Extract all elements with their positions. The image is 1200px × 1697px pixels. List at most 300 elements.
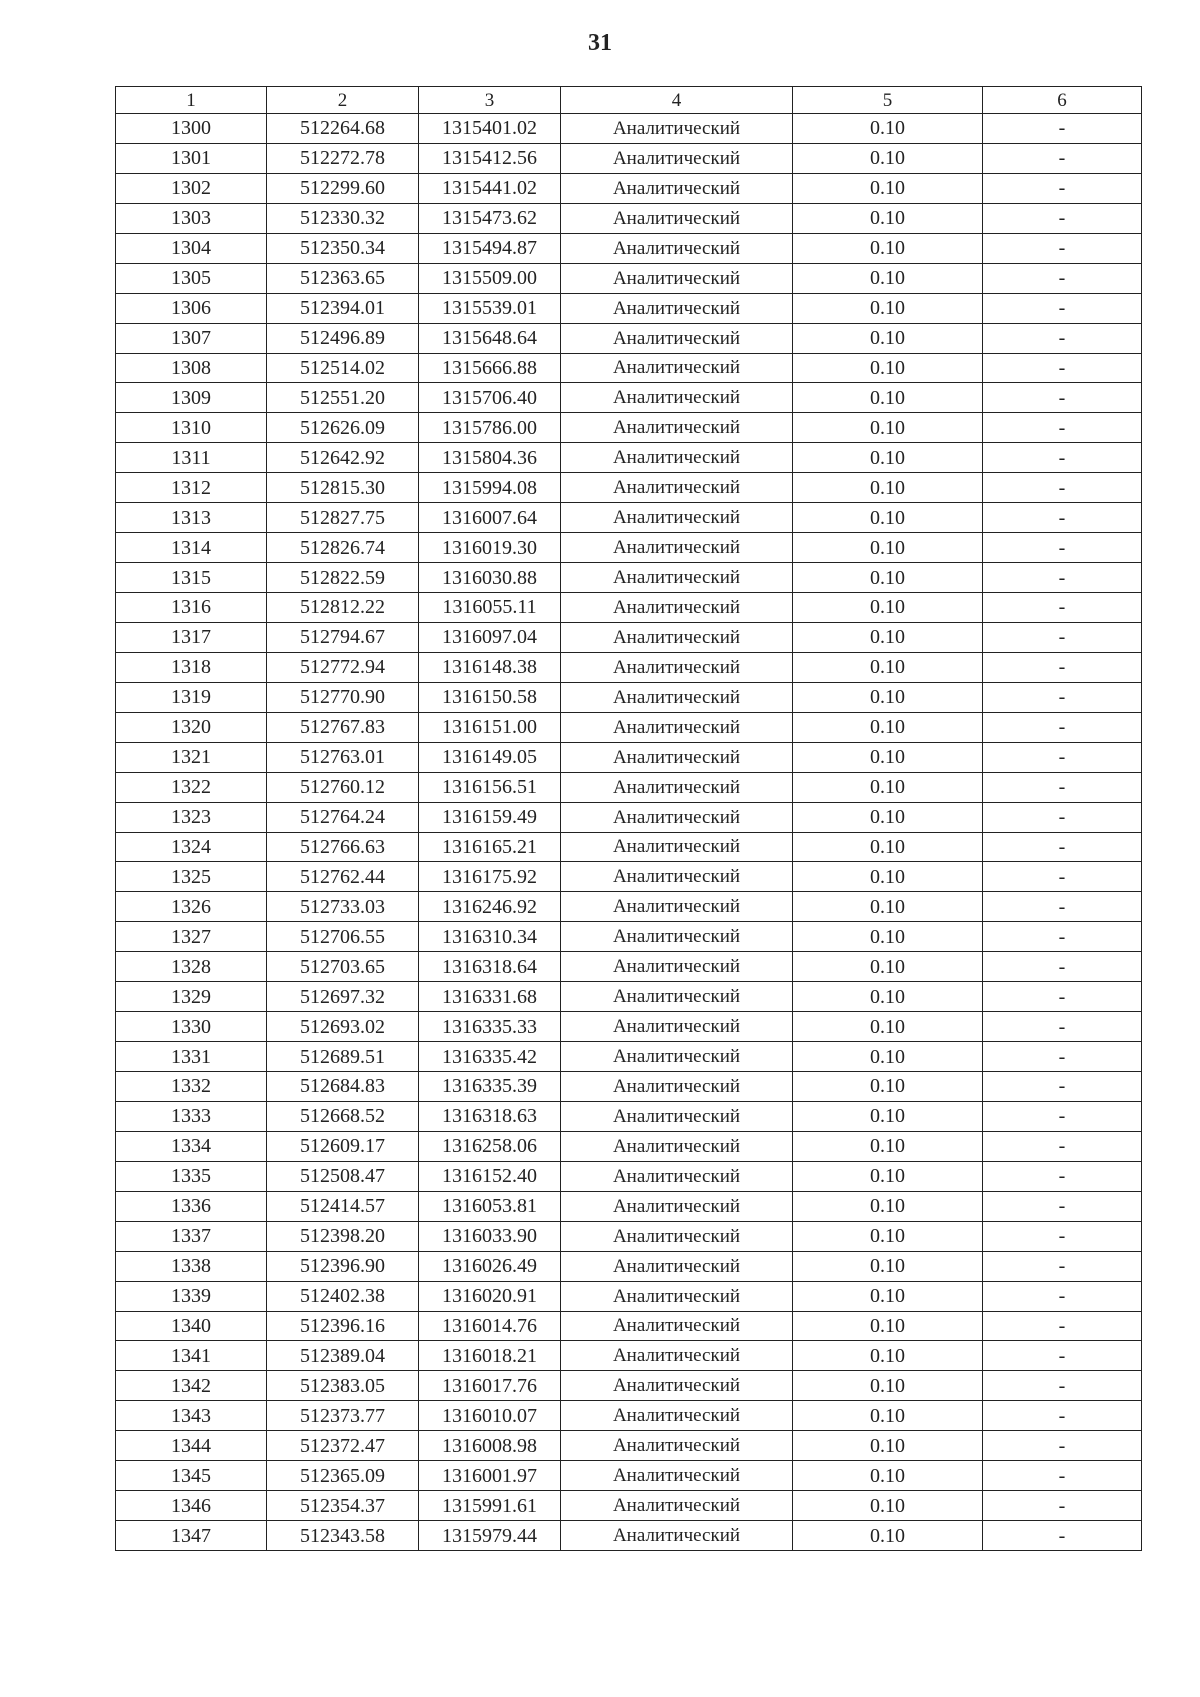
table-row	[116, 1311, 1142, 1341]
point-number-cell: 1324	[116, 832, 267, 862]
column-header-2: 2	[267, 87, 419, 114]
table-row	[116, 473, 1142, 503]
accuracy-cell: 0.10	[793, 533, 983, 563]
table-header-row	[116, 87, 1142, 114]
x-coordinate-cell: 512767.83	[267, 712, 419, 742]
note-cell: -	[983, 1281, 1142, 1311]
method-cell: Аналитический	[561, 293, 793, 323]
table-row	[116, 1491, 1142, 1521]
accuracy-cell: 0.10	[793, 473, 983, 503]
x-coordinate-cell: 512299.60	[267, 173, 419, 203]
y-coordinate-cell: 1315666.88	[419, 353, 561, 383]
table-row	[116, 1461, 1142, 1491]
note-cell: -	[983, 563, 1142, 593]
table-row	[116, 742, 1142, 772]
y-coordinate-cell: 1316335.39	[419, 1072, 561, 1102]
accuracy-cell: 0.10	[793, 1341, 983, 1371]
note-cell: -	[983, 413, 1142, 443]
method-cell: Аналитический	[561, 1161, 793, 1191]
y-coordinate-cell: 1316151.00	[419, 712, 561, 742]
method-cell: Аналитический	[561, 952, 793, 982]
note-cell: -	[983, 832, 1142, 862]
accuracy-cell: 0.10	[793, 114, 983, 144]
method-cell: Аналитический	[561, 742, 793, 772]
point-number-cell: 1343	[116, 1401, 267, 1431]
y-coordinate-cell: 1316152.40	[419, 1161, 561, 1191]
method-cell: Аналитический	[561, 1191, 793, 1221]
point-number-cell: 1302	[116, 173, 267, 203]
table-row	[116, 263, 1142, 293]
accuracy-cell: 0.10	[793, 233, 983, 263]
point-number-cell: 1321	[116, 742, 267, 772]
note-cell: -	[983, 114, 1142, 144]
note-cell: -	[983, 712, 1142, 742]
y-coordinate-cell: 1315786.00	[419, 413, 561, 443]
accuracy-cell: 0.10	[793, 1401, 983, 1431]
method-cell: Аналитический	[561, 323, 793, 353]
point-number-cell: 1333	[116, 1101, 267, 1131]
method-cell: Аналитический	[561, 772, 793, 802]
note-cell: -	[983, 293, 1142, 323]
accuracy-cell: 0.10	[793, 1521, 983, 1551]
note-cell: -	[983, 982, 1142, 1012]
note-cell: -	[983, 682, 1142, 712]
method-cell: Аналитический	[561, 622, 793, 652]
accuracy-cell: 0.10	[793, 353, 983, 383]
point-number-cell: 1308	[116, 353, 267, 383]
table-row	[116, 892, 1142, 922]
column-header-5: 5	[793, 87, 983, 114]
y-coordinate-cell: 1316008.98	[419, 1431, 561, 1461]
point-number-cell: 1303	[116, 203, 267, 233]
x-coordinate-cell: 512372.47	[267, 1431, 419, 1461]
method-cell: Аналитический	[561, 712, 793, 742]
accuracy-cell: 0.10	[793, 922, 983, 952]
y-coordinate-cell: 1316053.81	[419, 1191, 561, 1221]
table-row	[116, 323, 1142, 353]
note-cell: -	[983, 1491, 1142, 1521]
accuracy-cell: 0.10	[793, 173, 983, 203]
note-cell: -	[983, 922, 1142, 952]
point-number-cell: 1312	[116, 473, 267, 503]
note-cell: -	[983, 1311, 1142, 1341]
y-coordinate-cell: 1315979.44	[419, 1521, 561, 1551]
table-row	[116, 1161, 1142, 1191]
x-coordinate-cell: 512496.89	[267, 323, 419, 353]
method-cell: Аналитический	[561, 682, 793, 712]
note-cell: -	[983, 353, 1142, 383]
accuracy-cell: 0.10	[793, 1281, 983, 1311]
table-row	[116, 622, 1142, 652]
note-cell: -	[983, 1131, 1142, 1161]
x-coordinate-cell: 512398.20	[267, 1221, 419, 1251]
x-coordinate-cell: 512330.32	[267, 203, 419, 233]
point-number-cell: 1323	[116, 802, 267, 832]
accuracy-cell: 0.10	[793, 622, 983, 652]
accuracy-cell: 0.10	[793, 832, 983, 862]
point-number-cell: 1310	[116, 413, 267, 443]
method-cell: Аналитический	[561, 533, 793, 563]
table-row	[116, 203, 1142, 233]
method-cell: Аналитический	[561, 1491, 793, 1521]
y-coordinate-cell: 1316010.07	[419, 1401, 561, 1431]
accuracy-cell: 0.10	[793, 1371, 983, 1401]
note-cell: -	[983, 443, 1142, 473]
point-number-cell: 1315	[116, 563, 267, 593]
y-coordinate-cell: 1315494.87	[419, 233, 561, 263]
x-coordinate-cell: 512551.20	[267, 383, 419, 413]
accuracy-cell: 0.10	[793, 503, 983, 533]
y-coordinate-cell: 1316026.49	[419, 1251, 561, 1281]
table-row	[116, 1191, 1142, 1221]
accuracy-cell: 0.10	[793, 1161, 983, 1191]
x-coordinate-cell: 512703.65	[267, 952, 419, 982]
accuracy-cell: 0.10	[793, 802, 983, 832]
point-number-cell: 1336	[116, 1191, 267, 1221]
accuracy-cell: 0.10	[793, 982, 983, 1012]
note-cell: -	[983, 652, 1142, 682]
note-cell: -	[983, 203, 1142, 233]
y-coordinate-cell: 1315994.08	[419, 473, 561, 503]
accuracy-cell: 0.10	[793, 712, 983, 742]
accuracy-cell: 0.10	[793, 323, 983, 353]
note-cell: -	[983, 1191, 1142, 1221]
table-row	[116, 1101, 1142, 1131]
x-coordinate-cell: 512668.52	[267, 1101, 419, 1131]
x-coordinate-cell: 512414.57	[267, 1191, 419, 1221]
table-row	[116, 563, 1142, 593]
accuracy-cell: 0.10	[793, 1431, 983, 1461]
x-coordinate-cell: 512508.47	[267, 1161, 419, 1191]
point-number-cell: 1309	[116, 383, 267, 413]
y-coordinate-cell: 1316318.64	[419, 952, 561, 982]
x-coordinate-cell: 512697.32	[267, 982, 419, 1012]
note-cell: -	[983, 622, 1142, 652]
method-cell: Аналитический	[561, 143, 793, 173]
point-number-cell: 1341	[116, 1341, 267, 1371]
point-number-cell: 1331	[116, 1042, 267, 1072]
method-cell: Аналитический	[561, 1131, 793, 1161]
point-number-cell: 1322	[116, 772, 267, 802]
point-number-cell: 1347	[116, 1521, 267, 1551]
column-header-3: 3	[419, 87, 561, 114]
point-number-cell: 1318	[116, 652, 267, 682]
table-row	[116, 1072, 1142, 1102]
accuracy-cell: 0.10	[793, 1042, 983, 1072]
table-row	[116, 533, 1142, 563]
table-row	[116, 353, 1142, 383]
y-coordinate-cell: 1316159.49	[419, 802, 561, 832]
method-cell: Аналитический	[561, 263, 793, 293]
table-row	[116, 503, 1142, 533]
accuracy-cell: 0.10	[793, 772, 983, 802]
table-row	[116, 293, 1142, 323]
point-number-cell: 1334	[116, 1131, 267, 1161]
point-number-cell: 1319	[116, 682, 267, 712]
coordinates-table	[115, 86, 1142, 1551]
column-header-6: 6	[983, 87, 1142, 114]
x-coordinate-cell: 512684.83	[267, 1072, 419, 1102]
method-cell: Аналитический	[561, 563, 793, 593]
table-row	[116, 982, 1142, 1012]
x-coordinate-cell: 512706.55	[267, 922, 419, 952]
method-cell: Аналитический	[561, 922, 793, 952]
method-cell: Аналитический	[561, 413, 793, 443]
y-coordinate-cell: 1316148.38	[419, 652, 561, 682]
point-number-cell: 1345	[116, 1461, 267, 1491]
y-coordinate-cell: 1316335.42	[419, 1042, 561, 1072]
accuracy-cell: 0.10	[793, 1461, 983, 1491]
table-row	[116, 1012, 1142, 1042]
method-cell: Аналитический	[561, 1431, 793, 1461]
accuracy-cell: 0.10	[793, 1311, 983, 1341]
point-number-cell: 1317	[116, 622, 267, 652]
accuracy-cell: 0.10	[793, 862, 983, 892]
y-coordinate-cell: 1316318.63	[419, 1101, 561, 1131]
point-number-cell: 1329	[116, 982, 267, 1012]
note-cell: -	[983, 263, 1142, 293]
x-coordinate-cell: 512514.02	[267, 353, 419, 383]
y-coordinate-cell: 1315539.01	[419, 293, 561, 323]
method-cell: Аналитический	[561, 1521, 793, 1551]
column-header-1: 1	[116, 87, 267, 114]
accuracy-cell: 0.10	[793, 593, 983, 623]
accuracy-cell: 0.10	[793, 1072, 983, 1102]
point-number-cell: 1335	[116, 1161, 267, 1191]
table-row	[116, 832, 1142, 862]
note-cell: -	[983, 892, 1142, 922]
x-coordinate-cell: 512264.68	[267, 114, 419, 144]
note-cell: -	[983, 1521, 1142, 1551]
y-coordinate-cell: 1315441.02	[419, 173, 561, 203]
x-coordinate-cell: 512733.03	[267, 892, 419, 922]
method-cell: Аналитический	[561, 383, 793, 413]
point-number-cell: 1346	[116, 1491, 267, 1521]
y-coordinate-cell: 1316030.88	[419, 563, 561, 593]
table-row	[116, 1521, 1142, 1551]
point-number-cell: 1325	[116, 862, 267, 892]
y-coordinate-cell: 1316165.21	[419, 832, 561, 862]
x-coordinate-cell: 512402.38	[267, 1281, 419, 1311]
x-coordinate-cell: 512827.75	[267, 503, 419, 533]
note-cell: -	[983, 323, 1142, 353]
point-number-cell: 1305	[116, 263, 267, 293]
table-row	[116, 862, 1142, 892]
x-coordinate-cell: 512626.09	[267, 413, 419, 443]
x-coordinate-cell: 512760.12	[267, 772, 419, 802]
y-coordinate-cell: 1315473.62	[419, 203, 561, 233]
y-coordinate-cell: 1315648.64	[419, 323, 561, 353]
point-number-cell: 1332	[116, 1072, 267, 1102]
accuracy-cell: 0.10	[793, 952, 983, 982]
y-coordinate-cell: 1316246.92	[419, 892, 561, 922]
y-coordinate-cell: 1316020.91	[419, 1281, 561, 1311]
x-coordinate-cell: 512396.16	[267, 1311, 419, 1341]
table-row	[116, 1341, 1142, 1371]
x-coordinate-cell: 512770.90	[267, 682, 419, 712]
x-coordinate-cell: 512609.17	[267, 1131, 419, 1161]
x-coordinate-cell: 512762.44	[267, 862, 419, 892]
table-row	[116, 682, 1142, 712]
x-coordinate-cell: 512822.59	[267, 563, 419, 593]
table-row	[116, 383, 1142, 413]
page-number: 31	[588, 30, 612, 56]
method-cell: Аналитический	[561, 503, 793, 533]
accuracy-cell: 0.10	[793, 413, 983, 443]
method-cell: Аналитический	[561, 1281, 793, 1311]
method-cell: Аналитический	[561, 1221, 793, 1251]
method-cell: Аналитический	[561, 832, 793, 862]
y-coordinate-cell: 1315412.56	[419, 143, 561, 173]
x-coordinate-cell: 512373.77	[267, 1401, 419, 1431]
accuracy-cell: 0.10	[793, 563, 983, 593]
accuracy-cell: 0.10	[793, 143, 983, 173]
note-cell: -	[983, 503, 1142, 533]
table-row	[116, 173, 1142, 203]
point-number-cell: 1337	[116, 1221, 267, 1251]
table-row	[116, 652, 1142, 682]
table-row	[116, 1281, 1142, 1311]
accuracy-cell: 0.10	[793, 1131, 983, 1161]
method-cell: Аналитический	[561, 443, 793, 473]
note-cell: -	[983, 473, 1142, 503]
accuracy-cell: 0.10	[793, 1251, 983, 1281]
y-coordinate-cell: 1316097.04	[419, 622, 561, 652]
point-number-cell: 1306	[116, 293, 267, 323]
x-coordinate-cell: 512354.37	[267, 1491, 419, 1521]
table-row	[116, 802, 1142, 832]
x-coordinate-cell: 512812.22	[267, 593, 419, 623]
note-cell: -	[983, 1431, 1142, 1461]
method-cell: Аналитический	[561, 1042, 793, 1072]
method-cell: Аналитический	[561, 1311, 793, 1341]
x-coordinate-cell: 512642.92	[267, 443, 419, 473]
note-cell: -	[983, 952, 1142, 982]
accuracy-cell: 0.10	[793, 742, 983, 772]
accuracy-cell: 0.10	[793, 892, 983, 922]
note-cell: -	[983, 173, 1142, 203]
point-number-cell: 1320	[116, 712, 267, 742]
point-number-cell: 1338	[116, 1251, 267, 1281]
method-cell: Аналитический	[561, 114, 793, 144]
y-coordinate-cell: 1315706.40	[419, 383, 561, 413]
method-cell: Аналитический	[561, 1251, 793, 1281]
table-row	[116, 114, 1142, 144]
accuracy-cell: 0.10	[793, 1191, 983, 1221]
y-coordinate-cell: 1316175.92	[419, 862, 561, 892]
x-coordinate-cell: 512343.58	[267, 1521, 419, 1551]
y-coordinate-cell: 1316335.33	[419, 1012, 561, 1042]
method-cell: Аналитический	[561, 1371, 793, 1401]
x-coordinate-cell: 512365.09	[267, 1461, 419, 1491]
point-number-cell: 1316	[116, 593, 267, 623]
point-number-cell: 1301	[116, 143, 267, 173]
y-coordinate-cell: 1316156.51	[419, 772, 561, 802]
y-coordinate-cell: 1316019.30	[419, 533, 561, 563]
y-coordinate-cell: 1316001.97	[419, 1461, 561, 1491]
y-coordinate-cell: 1316310.34	[419, 922, 561, 952]
note-cell: -	[983, 593, 1142, 623]
point-number-cell: 1342	[116, 1371, 267, 1401]
x-coordinate-cell: 512383.05	[267, 1371, 419, 1401]
note-cell: -	[983, 1461, 1142, 1491]
y-coordinate-cell: 1316017.76	[419, 1371, 561, 1401]
x-coordinate-cell: 512689.51	[267, 1042, 419, 1072]
method-cell: Аналитический	[561, 1401, 793, 1431]
x-coordinate-cell: 512763.01	[267, 742, 419, 772]
note-cell: -	[983, 862, 1142, 892]
note-cell: -	[983, 1251, 1142, 1281]
table-row	[116, 143, 1142, 173]
table-row	[116, 1371, 1142, 1401]
note-cell: -	[983, 1101, 1142, 1131]
x-coordinate-cell: 512272.78	[267, 143, 419, 173]
table-row	[116, 443, 1142, 473]
accuracy-cell: 0.10	[793, 1491, 983, 1521]
method-cell: Аналитический	[561, 1341, 793, 1371]
y-coordinate-cell: 1315804.36	[419, 443, 561, 473]
accuracy-cell: 0.10	[793, 263, 983, 293]
note-cell: -	[983, 143, 1142, 173]
table-row	[116, 1131, 1142, 1161]
table-row	[116, 1042, 1142, 1072]
x-coordinate-cell: 512394.01	[267, 293, 419, 323]
method-cell: Аналитический	[561, 892, 793, 922]
point-number-cell: 1314	[116, 533, 267, 563]
note-cell: -	[983, 1401, 1142, 1431]
accuracy-cell: 0.10	[793, 293, 983, 323]
y-coordinate-cell: 1316149.05	[419, 742, 561, 772]
y-coordinate-cell: 1315401.02	[419, 114, 561, 144]
method-cell: Аналитический	[561, 233, 793, 263]
x-coordinate-cell: 512363.65	[267, 263, 419, 293]
y-coordinate-cell: 1316014.76	[419, 1311, 561, 1341]
method-cell: Аналитический	[561, 173, 793, 203]
point-number-cell: 1344	[116, 1431, 267, 1461]
method-cell: Аналитический	[561, 652, 793, 682]
note-cell: -	[983, 1012, 1142, 1042]
method-cell: Аналитический	[561, 353, 793, 383]
table-row	[116, 712, 1142, 742]
y-coordinate-cell: 1316055.11	[419, 593, 561, 623]
note-cell: -	[983, 233, 1142, 263]
y-coordinate-cell: 1316258.06	[419, 1131, 561, 1161]
point-number-cell: 1304	[116, 233, 267, 263]
note-cell: -	[983, 1161, 1142, 1191]
note-cell: -	[983, 772, 1142, 802]
method-cell: Аналитический	[561, 1461, 793, 1491]
x-coordinate-cell: 512815.30	[267, 473, 419, 503]
table-row	[116, 1401, 1142, 1431]
table-row	[116, 593, 1142, 623]
note-cell: -	[983, 1042, 1142, 1072]
point-number-cell: 1330	[116, 1012, 267, 1042]
point-number-cell: 1327	[116, 922, 267, 952]
y-coordinate-cell: 1316033.90	[419, 1221, 561, 1251]
method-cell: Аналитический	[561, 802, 793, 832]
x-coordinate-cell: 512396.90	[267, 1251, 419, 1281]
note-cell: -	[983, 1221, 1142, 1251]
note-cell: -	[983, 383, 1142, 413]
table-row	[116, 952, 1142, 982]
note-cell: -	[983, 533, 1142, 563]
method-cell: Аналитический	[561, 203, 793, 233]
y-coordinate-cell: 1316331.68	[419, 982, 561, 1012]
method-cell: Аналитический	[561, 862, 793, 892]
table-row	[116, 922, 1142, 952]
point-number-cell: 1326	[116, 892, 267, 922]
method-cell: Аналитический	[561, 1012, 793, 1042]
